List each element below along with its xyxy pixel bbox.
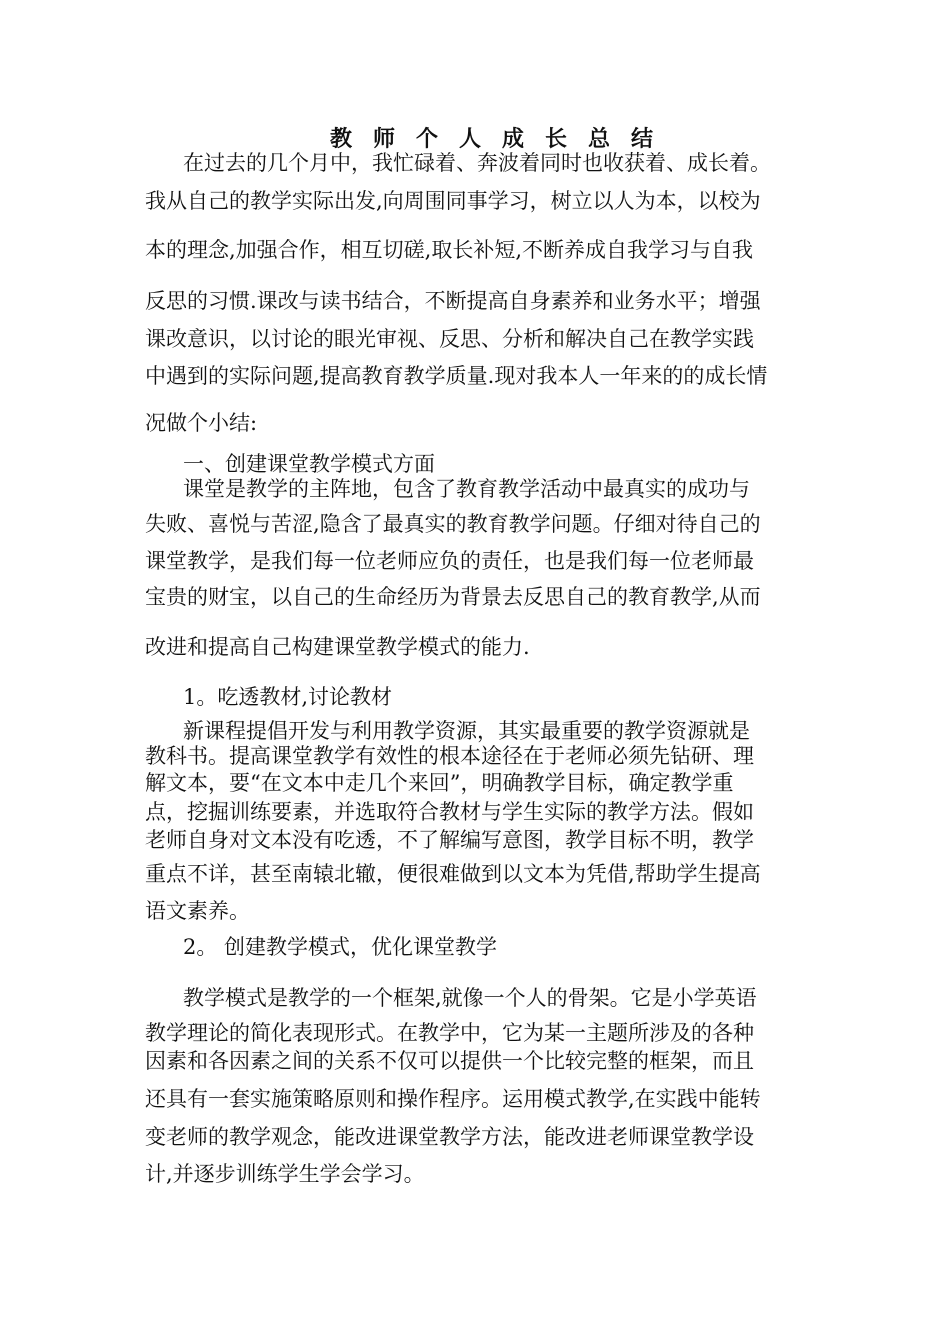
paragraph-line: 改进和提高自己构建课堂教学模式的能力. — [145, 635, 530, 659]
paragraph-line: 反思的习惯.课改与读书结合，不断提高自身素养和业务水平；增强 — [145, 289, 761, 313]
paragraph-line: 在过去的几个月中，我忙碌着、奔波着同时也收获着、成长着。 — [183, 151, 771, 175]
paragraph-line: 况做个小结: — [145, 411, 258, 435]
paragraph-line: 我从自己的教学实际出发,向周围同事学习，树立以人为本，以校为 — [145, 189, 761, 213]
paragraph-line: 解文本，要“在文本中走几个来回”，明确教学目标，确定教学重 — [145, 771, 734, 795]
paragraph-line: 教学模式是教学的一个框架,就像一个人的骨架。它是小学英语 — [183, 986, 757, 1010]
paragraph-line: 语文素养。 — [145, 899, 250, 923]
paragraph-line: 教学理论的简化表现形式。在教学中，它为某一主题所涉及的各种 — [145, 1021, 754, 1045]
paragraph-line: 课改意识，以讨论的眼光审视、反思、分析和解决自己在教学实践 — [145, 327, 754, 351]
paragraph-line: 点，挖掘训练要素，并选取符合教材与学生实际的教学方法。假如 — [145, 800, 754, 824]
paragraph-line: 课堂教学，是我们每一位老师应负的责任，也是我们每一位老师最 — [145, 549, 754, 573]
paragraph-line: 宝贵的财宝，以自己的生命经历为背景去反思自己的教育教学,从而 — [145, 585, 761, 609]
paragraph-line: 还具有一套实施策略原则和操作程序。运用模式教学,在实践中能转 — [145, 1087, 761, 1111]
paragraph-line: 教科书。提高课堂教学有效性的根本途径在于老师必须先钻研、理 — [145, 744, 754, 768]
paragraph-line: 中遇到的实际问题,提高教育教学质量.现对我本人一年来的的成长情 — [145, 364, 768, 388]
paragraph-line: 重点不详，甚至南辕北辙，便很难做到以文本为凭借,帮助学生提高 — [145, 862, 761, 886]
paragraph-line: 计,并逐步训练学生学会学习。 — [145, 1162, 425, 1186]
subsection-heading: 2。 创建教学模式，优化课堂教学 — [183, 935, 498, 959]
paragraph-line: 本的理念,加强合作，相互切磋,取长补短,不断养成自我学习与自我 — [145, 238, 754, 262]
paragraph-line: 变老师的教学观念，能改进课堂教学方法，能改进老师课堂教学设 — [145, 1125, 754, 1149]
subsection-heading: 1。吃透教材,讨论教材 — [183, 685, 393, 709]
paragraph-line: 课堂是教学的主阵地，包含了教育教学活动中最真实的成功与 — [183, 477, 750, 501]
paragraph-line: 老师自身对文本没有吃透，不了解编写意图，教学目标不明，教学 — [145, 828, 754, 852]
paragraph-line: 新课程提倡开发与利用教学资源，其实最重要的教学资源就是 — [183, 719, 750, 743]
document-title: 教师个人成长总结 — [330, 126, 675, 152]
section-heading: 一、创建课堂教学模式方面 — [183, 452, 435, 476]
paragraph-line: 失败、喜悦与苦涩,隐含了最真实的教育教学问题。仔细对待自己的 — [145, 512, 761, 536]
paragraph-line: 因素和各因素之间的关系不仅可以提供一个比较完整的框架，而且 — [145, 1049, 754, 1073]
